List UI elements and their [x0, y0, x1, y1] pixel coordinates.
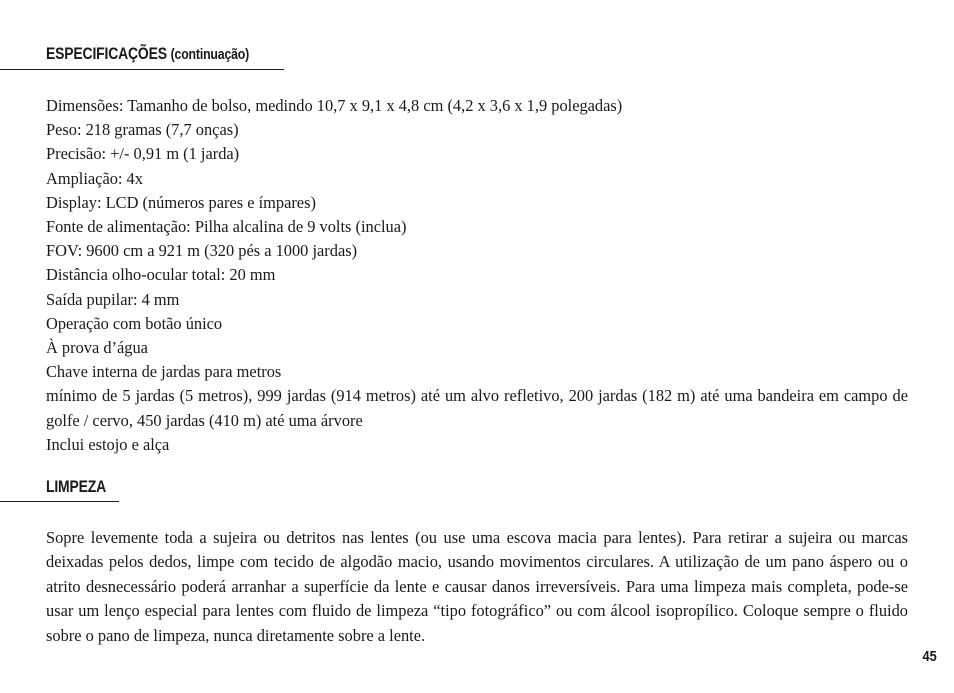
spec-item-yards-meters-switch: Chave interna de jardas para metros	[46, 362, 282, 382]
spec-item-eye-relief: Distância olho-ocular total: 20 mm	[46, 265, 276, 285]
cleaning-heading-title: LIMPEZA	[46, 477, 107, 496]
specs-heading-underline	[0, 69, 284, 70]
spec-item-single-button: Operação com botão único	[46, 313, 223, 333]
spec-item-power-source: Fonte de alimentação: Pilha alcalina de 9 volts (inclua)	[46, 217, 407, 237]
cleaning-paragraph: Sopre levemente toda a sujeira ou detritos nas lentes (ou use uma escova macia para lentes). Para retirar a sujeira ou marcas deixadas pelos dedos, limpe com tecido de algodão macio, usando movimentos circulares. A utilização de um pano áspero ou o atrito desnecessário poderá arranhar a superfície da lente e causar danos irreversíveis. Para uma limpeza mais completa, pode-se usar um lenço especial para lentes com fluido de limpeza “tipo fotográfico” ou com álcool isopropílico. Coloque sempre o fluido sobre o pano de limpeza, nunca diretamente sobre a lente.	[46, 528, 908, 645]
specs-heading-title: ESPECIFICAÇÕES	[46, 44, 167, 63]
spec-item-display: Display: LCD (números pares e ímpares)	[46, 192, 316, 212]
spec-item-weight: Peso: 218 gramas (7,7 onças)	[46, 120, 239, 140]
spec-item-magnification: Ampliação: 4x	[46, 168, 143, 188]
cleaning-heading-underline	[0, 501, 119, 502]
spec-item-fov: FOV: 9600 cm a 921 m (320 pés a 1000 jardas)	[46, 241, 358, 261]
specs-list	[46, 94, 908, 457]
specs-heading	[46, 44, 249, 64]
spec-item-case-strap: Inclui estojo e alça	[46, 434, 170, 454]
spec-item-exit-pupil: Saída pupilar: 4 mm	[46, 289, 180, 309]
spec-item-dimensions: Dimensões: Tamanho de bolso, medindo 10,7 x 9,1 x 4,8 cm (4,2 x 3,6 x 1,9 polegadas)	[46, 96, 623, 115]
page-number: 45	[922, 648, 937, 665]
spec-item-accuracy: Precisão: +/- 0,91 m (1 jarda)	[46, 144, 240, 164]
spec-item-waterproof: À prova d’água	[46, 338, 148, 358]
cleaning-heading	[46, 477, 106, 497]
specs-heading-subtitle: (continuação)	[170, 46, 250, 63]
spec-item-range: mínimo de 5 jardas (5 metros), 999 jardas (914 metros) até um alvo refletivo, 200 jardas (182 m) até uma bandeira em campo de golfe / cervo, 450 jardas (410 m) até uma árvore	[46, 386, 908, 430]
